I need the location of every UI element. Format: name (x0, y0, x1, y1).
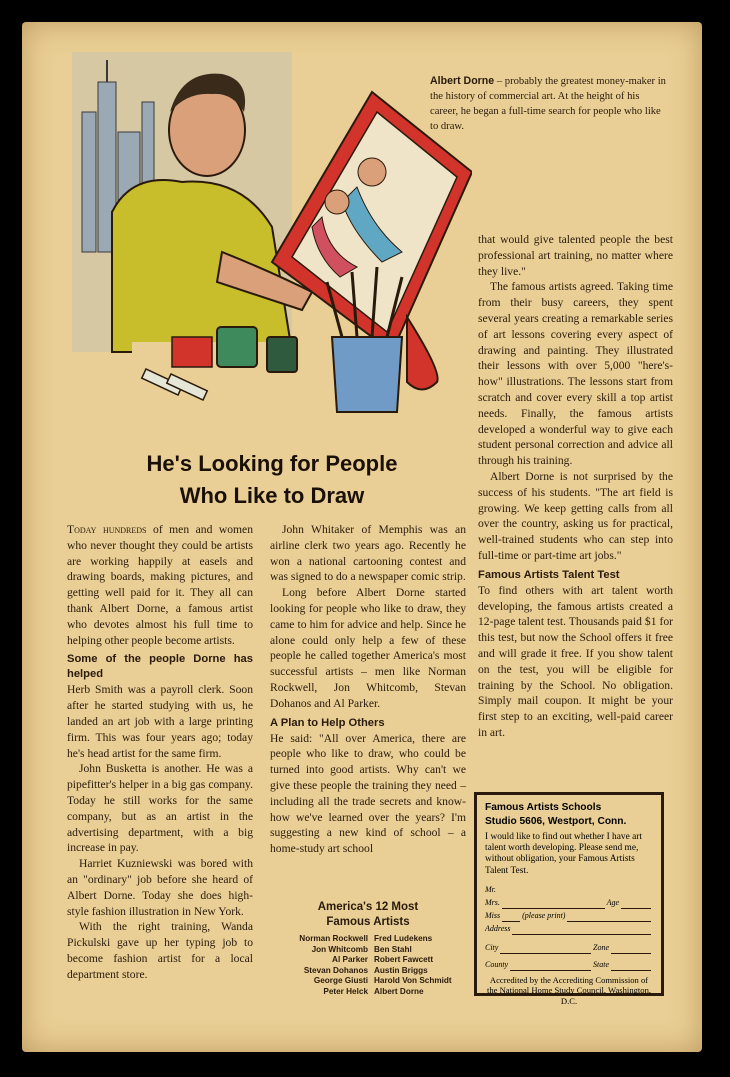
coupon-field-miss[interactable]: Miss (please print) (485, 909, 653, 922)
headline (78, 448, 466, 512)
artist-row (270, 955, 466, 966)
subhead-plan: A Plan to Help Others (270, 716, 385, 729)
subhead-talent-test: Famous Artists Talent Test (478, 568, 620, 581)
artist-name: Al Parker (332, 955, 368, 965)
col1-p2: Herb Smith was a payroll clerk. Soon after he started studying with us, he landed an art job with a large printing firm. This was four years ago; today he's head artist for the same firm. (67, 683, 253, 760)
col3-p2: The famous artists agreed. Taking time from their busy careers, they spent several years creating a remarkable series of art lessons covering every aspect of drawing and painting. They illustrated their lessons with over 5,000 "here's-how" illustrations. The lessons start from scratch and cover every skill a top artist needs. Finally, the famous artists developed a wonderful way to give each student personal correction and advice all through his training. (478, 280, 673, 468)
coupon-field-address[interactable]: Address (485, 922, 653, 935)
artist-name: Harold Von Schmidt (374, 976, 452, 986)
artist-row (270, 945, 466, 956)
coupon-field-mr[interactable]: Mr. (485, 884, 496, 894)
coupon-field-city[interactable]: City Zone (485, 941, 653, 954)
artist-name: Robert Fawcett (374, 955, 434, 965)
col3-p3: Albert Dorne is not surprised by the success of his students. "The art field is growing. We keep getting calls from all over the country, asking us for practical, well-trained students who can step into full-time or part-time art jobs." (478, 469, 673, 562)
coupon-accreditation: Accredited by the Accrediting Commission of the National Home Study Council, Washington, D.C. (486, 974, 652, 1006)
coupon-school: Famous Artists Schools (485, 802, 602, 813)
caption-name: Albert Dorne (430, 75, 495, 87)
col2-p3: He said: "All over America, there are people who like to draw, who could be turned into good artists. Why can't we give these people the training they need – including all the trade secrets and know-how we've learned over the years? I'm suggesting a new kind of school – a home-study art school (270, 731, 466, 856)
albert-dorne-illustration (72, 52, 472, 434)
artist-row (270, 934, 466, 945)
headline-line-1: He's Looking for People (146, 451, 398, 476)
column-3 (478, 232, 673, 741)
artist-row (270, 987, 466, 998)
artist-name: Jon Whitcomb (311, 944, 368, 954)
coupon-field-mrs[interactable]: Mrs. Age (485, 896, 653, 909)
artist-name: Austin Briggs (374, 965, 428, 975)
column-2 (270, 522, 466, 857)
column-1 (67, 522, 253, 983)
artist-row (270, 966, 466, 977)
artist-name: Norman Rockwell (299, 934, 368, 943)
coupon-field-county[interactable]: County State (485, 958, 653, 971)
famous-artists-list (270, 900, 466, 998)
subhead-people-helped: Some of the people Dorne has helped (67, 653, 253, 681)
artist-name: Stevan Dohanos (303, 965, 368, 975)
artist-name: George Giusti (313, 976, 368, 986)
col1-p4: Harriet Kuzniewski was bored with an "ordinary" job before she heard of Albert Dorne. Today she does high-style fashion illustration in New York. (67, 857, 253, 918)
coupon-studio: Studio 5606, Westport, Conn. (485, 815, 627, 827)
opening-words: Today hundreds (67, 523, 147, 536)
col3-p1: that would give talented people the best professional art training, no matter where they live." (478, 233, 673, 278)
col3-p4: To find others with art talent worth developing, the famous artists created a 12-page talent test. Thousands paid $1 for this test, but now the School offers it free and will grade it free. If you show talent on the test, you will be eligible for training by the School. No obligation. Simply mail coupon. It might be your first step to an exciting, well-paid career in art. (478, 583, 673, 739)
artist-name: Peter Helck (323, 986, 368, 996)
artist-name: Albert Dorne (374, 986, 424, 996)
artist-row (270, 976, 466, 987)
headline-line-2: Who Like to Draw (179, 483, 365, 508)
col1-p5: With the right training, Wanda Pickulski gave up her typing job to become fashion artist for a local department store. (67, 920, 253, 981)
col2-p2: Long before Albert Dorne started looking for people who like to draw, they came to him for advice and help. Since he alone could only help a few of these people he called together America's most successful artists – men like Norman Rockwell, Jon Whitcomb, Stevan Dohanos and Al Parker. (270, 586, 466, 710)
mail-coupon[interactable] (474, 792, 664, 1006)
artist-name: Ben Stahl (374, 944, 412, 954)
list-title-1: America's 12 Most (317, 901, 419, 913)
illustration-caption (430, 74, 670, 134)
col1-p3: John Busketta is another. He was a pipefitter's helper in a big gas company. Today he still works for the same company, but as an artist in the advertising department, with a big increase in pay. (67, 762, 253, 855)
artist-name: Fred Ludekens (374, 934, 433, 943)
list-title-2: Famous Artists (326, 916, 410, 928)
col1-p1: of men and women who never thought they could be artists are working happily at easels and drawing boards, making pictures, and getting well paid for it. They all can thank Albert Dorne, a famous artist who devotes almost his full time to helping other people become artists. (67, 523, 253, 647)
coupon-body: I would like to find out whether I have art talent worth developing. Please send me, without obligation, your Famous Artists Talent Test. (485, 832, 642, 876)
caption-text: – probably the greatest money-maker in the history of commercial art. At the height of his career, he began a full-time search for people who like to draw. (430, 76, 666, 132)
col2-p1: John Whitaker of Memphis was an airline clerk two years ago. Recently he won a national cartooning contest and was signed to do a newspaper comic strip. (270, 523, 466, 584)
